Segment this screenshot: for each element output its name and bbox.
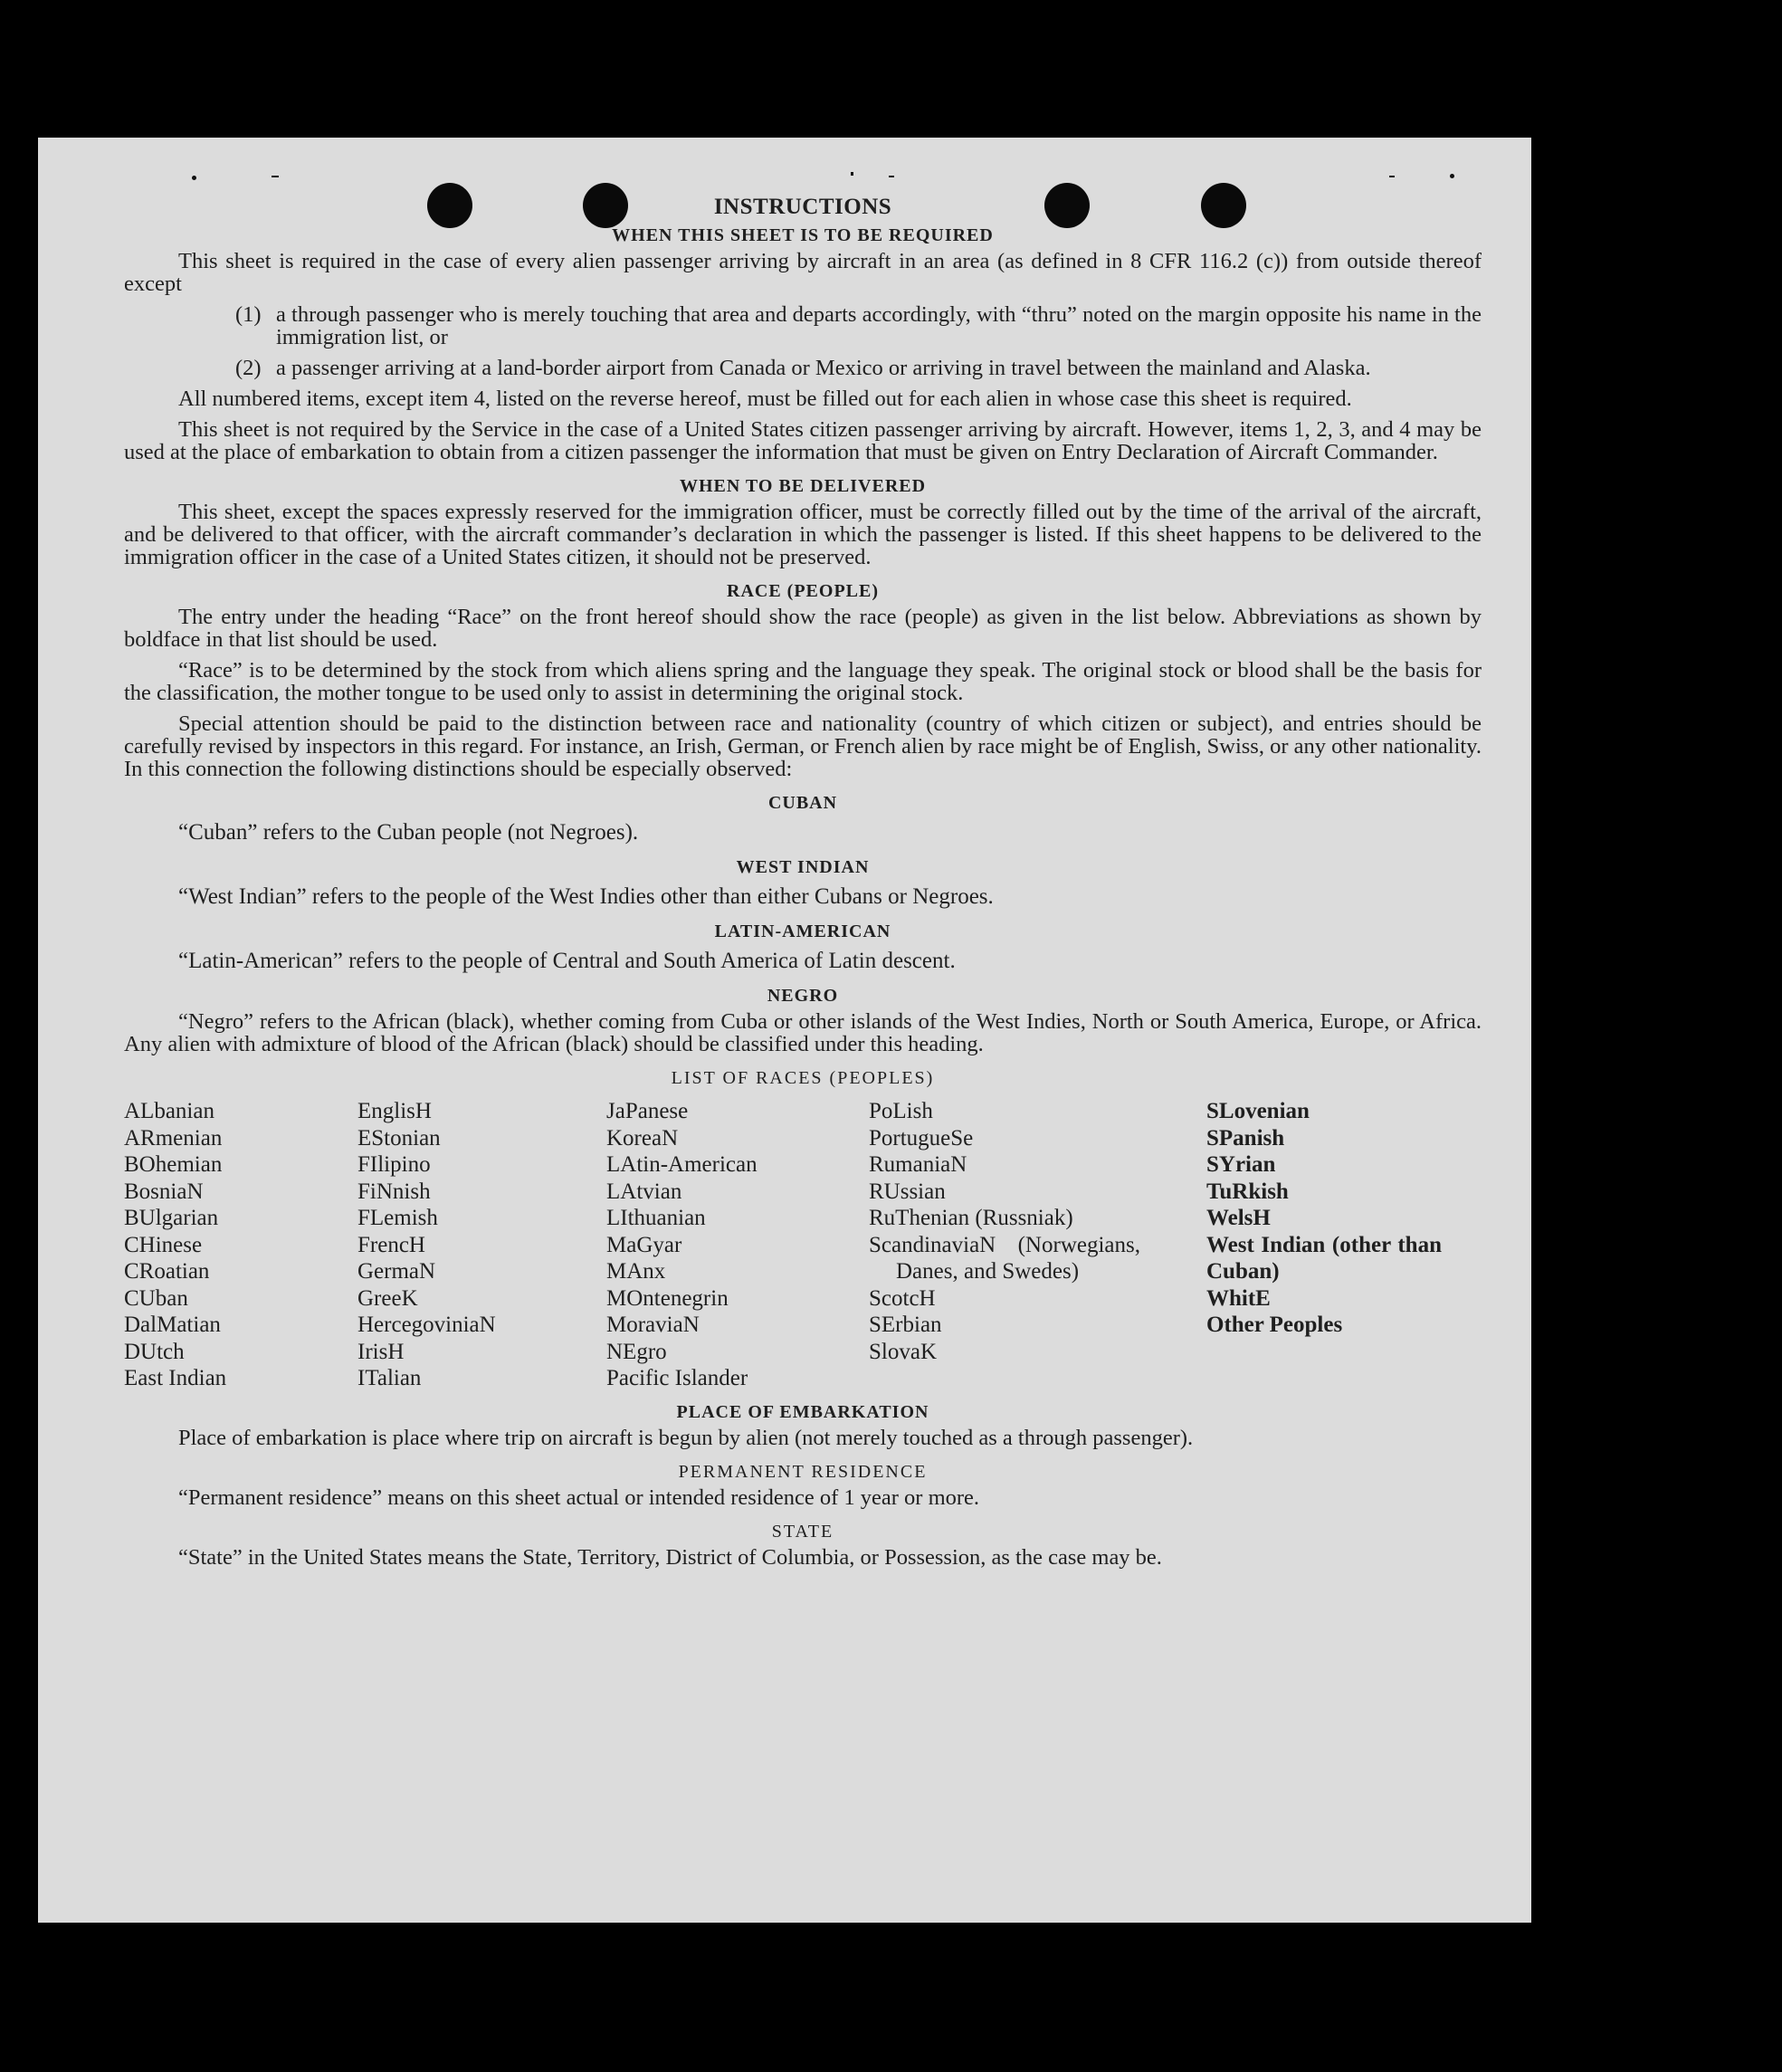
race-entry: GermaN [357, 1259, 436, 1284]
race-entry: FLemish [357, 1206, 438, 1230]
margin-speck [889, 176, 894, 177]
race-entry: EStonian [357, 1125, 441, 1151]
race-entry: RuThenian (Russniak) [869, 1206, 1073, 1230]
page-title: INSTRUCTIONS [713, 195, 892, 219]
paragraph: “Negro” refers to the African (black), whether coming from Cuba or other islands of the West Indies, North or South America, Europe, or Africa. Any alien with admixture of blood of the African (black) should be classified under this heading. [124, 1009, 1482, 1056]
race-column [124, 1098, 357, 1392]
race-column [869, 1098, 1140, 1392]
race-entry: ARmenian [124, 1125, 223, 1151]
section-heading-negro: NEGRO [767, 986, 839, 1006]
margin-dot [1450, 174, 1454, 178]
section-heading-latin-american: LATIN-AMERICAN [714, 921, 891, 941]
race-entry: ALbanian [124, 1099, 214, 1123]
race-entry: PoLish [869, 1099, 933, 1123]
race-entry: KoreaN [606, 1125, 679, 1151]
race-column [1206, 1098, 1442, 1392]
race-entry: IrisH [357, 1339, 405, 1364]
race-list [124, 1098, 1482, 1392]
margin-speck [851, 172, 853, 176]
race-entry: FrencH [357, 1232, 425, 1257]
paragraph: All numbered items, except item 4, listed on the reverse hereof, must be filled out for each alien in whose case this sheet is required. [178, 387, 1352, 411]
document-sheet [38, 138, 1531, 1923]
race-entry: WhitE [1206, 1285, 1271, 1311]
race-entry: SPanish [1206, 1125, 1285, 1151]
race-entry: MAnx [606, 1259, 666, 1284]
item-text: a passenger arriving at a land-border airport from Canada or Mexico or arriving in travel between the mainland and Alaska. [276, 356, 1371, 380]
paragraph: Special attention should be paid to the distinction between race and nationality (country of which citizen or subject), and entries should be carefully revised by inspectors in this regard. For instance, an Irish, German, or French alien by race might be of English, Swiss, or any other nationality. In this connection the following distinctions should be especially observed: [124, 711, 1482, 781]
section-heading-when-delivered: WHEN TO BE DELIVERED [679, 476, 927, 496]
race-entry: GreeK [357, 1285, 418, 1311]
race-entry: RUssian [869, 1179, 946, 1204]
race-entry: PortugueSe [869, 1125, 974, 1151]
race-entry: DalMatian [124, 1313, 221, 1337]
paragraph: This sheet is required in the case of every alien passenger arriving by aircraft in an area (as defined in 8 CFR 116.2 (c)) from outside thereof except [124, 249, 1482, 296]
race-entry: Pacific Islander [606, 1366, 748, 1390]
paragraph: This sheet, except the spaces expressly reserved for the immigration officer, must be correctly filled out by the time of the arrival of the aircraft, and be delivered to that officer, with the aircraft commander’s declaration in which the passenger is listed. If this sheet happens to be delivered to the immigration officer in the case of a United States citizen, it should not be preserved. [124, 500, 1482, 569]
race-entry: JaPanese [606, 1099, 689, 1123]
definition-text: “Latin-American” refers to the people of Central and South America of Latin descent. [178, 949, 956, 973]
race-entry: ScandinaviaN (Norwegians, Danes, and Swedes) [869, 1232, 1140, 1284]
definition-text: “Cuban” refers to the Cuban people (not Negroes). [178, 820, 639, 845]
race-entry: HercegoviniaN [357, 1313, 496, 1337]
race-entry: EnglisH [357, 1099, 432, 1123]
race-entry: BUlgarian [124, 1206, 219, 1230]
section-heading-list-of-races: LIST OF RACES (PEOPLES) [671, 1068, 935, 1088]
race-entry: FIlipino [357, 1152, 431, 1177]
race-entry: SLovenian [1206, 1099, 1310, 1123]
list-item [124, 303, 1482, 349]
race-entry: SYrian [1206, 1152, 1276, 1177]
paragraph: “Race” is to be determined by the stock from which aliens spring and the language they speak. The original stock or blood shall be the basis for the classification, the mother tongue to be used only to assist in determining the original stock. [124, 658, 1482, 705]
margin-speck [1389, 176, 1395, 177]
race-entry: LIthuanian [606, 1206, 706, 1230]
race-entry: FiNnish [357, 1179, 431, 1204]
race-entry: MOntenegrin [606, 1285, 729, 1311]
race-entry: RumaniaN [869, 1152, 967, 1177]
list-item [124, 357, 1482, 379]
race-entry: MoraviaN [606, 1313, 700, 1337]
paragraph: “State” in the United States means the State, Territory, District of Columbia, or Possession, as the case may be. [178, 1544, 1162, 1570]
race-entry: MaGyar [606, 1232, 682, 1257]
race-entry: CHinese [124, 1232, 203, 1257]
definition-text: “West Indian” refers to the people of the West Indies other than either Cubans or Negroes. [178, 884, 994, 909]
race-entry: CRoatian [124, 1259, 210, 1284]
margin-speck [272, 176, 279, 177]
race-entry: CUban [124, 1285, 188, 1311]
item-number: (1) [235, 302, 262, 327]
paragraph: The entry under the heading “Race” on the front hereof should show the race (people) as given in the list below. Abbreviations as shown by boldface in that list should be used. [124, 605, 1482, 652]
race-entry: ScotcH [869, 1285, 936, 1311]
section-heading-state: STATE [771, 1521, 834, 1542]
race-entry: SErbian [869, 1313, 942, 1337]
paragraph: This sheet is not required by the Service in the case of a United States citizen passenger arriving by aircraft. However, items 1, 2, 3, and 4 may be used at the place of embarkation to obtain from a citizen passenger the information that must be given on Entry Declaration of Aircraft Commander. [124, 417, 1482, 464]
margin-dot [192, 176, 196, 180]
section-heading-race: RACE (PEOPLE) [727, 581, 879, 601]
instructions-content [124, 194, 1482, 1577]
section-heading-permanent-residence: PERMANENT RESIDENCE [678, 1461, 928, 1482]
paragraph: “Permanent residence” means on this sheet actual or intended residence of 1 year or more. [178, 1485, 980, 1510]
item-text: a through passenger who is merely touching that area and departs accordingly, with “thru” noted on the margin opposite his name in the immigration list, or [276, 302, 1482, 349]
race-entry: WelsH [1206, 1206, 1271, 1230]
section-heading-when-required: WHEN THIS SHEET IS TO BE REQUIRED [612, 225, 994, 245]
race-entry: BOhemian [124, 1152, 223, 1177]
paragraph: Place of embarkation is place where trip on aircraft is begun by alien (not merely touched as a through passenger). [178, 1425, 1194, 1450]
race-entry: SlovaK [869, 1339, 937, 1364]
race-entry: TuRkish [1206, 1179, 1289, 1204]
race-column [357, 1098, 606, 1392]
section-heading-place-of-embarkation: PLACE OF EMBARKATION [676, 1401, 929, 1422]
race-entry: East Indian [124, 1366, 227, 1390]
section-heading-west-indian: WEST INDIAN [736, 857, 870, 877]
race-column [606, 1098, 869, 1392]
race-entry: NEgro [606, 1339, 667, 1364]
race-entry: LAtvian [606, 1179, 682, 1204]
race-entry: ITalian [357, 1366, 422, 1390]
race-entry: BosniaN [124, 1179, 204, 1204]
item-number: (2) [235, 356, 262, 380]
race-entry: Other Peoples [1206, 1313, 1343, 1337]
race-entry: DUtch [124, 1339, 185, 1364]
race-entry: West Indian (other than Cuban) [1206, 1232, 1442, 1284]
section-heading-cuban: CUBAN [767, 793, 838, 813]
race-entry: LAtin-American [606, 1152, 758, 1177]
